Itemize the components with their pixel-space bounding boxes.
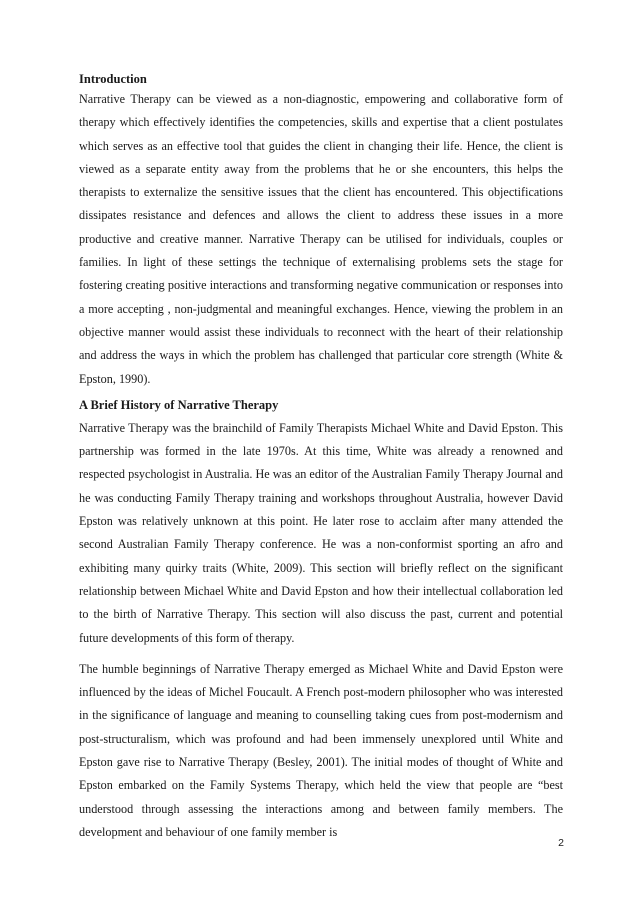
section-heading-introduction: Introduction (79, 72, 147, 86)
document-page (79, 70, 563, 844)
history-paragraph-1: Narrative Therapy was the brainchild of Family Therapists Michael White and David Epston. This partnership was formed in the late 1970s. At this time, White was already a renowned and respected psychologist in Australia. He was an editor of the Australian Family Therapy Journal and he was conducting Family Therapy training and workshops throughout Australia, however David Epston was relatively unknown at this point. He later rose to acclaim after many attended the second Australian Family Therapy conference. He was a non-conformist sporting an afro and exhibiting many quirky traits (White, 2009). This section will briefly reflect on the significant relationship between Michael White and David Epston and how their intellectual collaboration led to the birth of Narrative Therapy. This section will also discuss the past, current and potential future developments of this form of therapy. (79, 420, 563, 645)
section-heading-history: A Brief History of Narrative Therapy (79, 397, 279, 412)
introduction-paragraph: Narrative Therapy can be viewed as a non-diagnostic, empowering and collaborative form of therapy which effectively identifies the competencies, skills and expertise that a client postulates which serves as an effective tool that guides the client in changing their life. Hence, the client is viewed as a separate entity away from the problems that he or she encounters, this helps the therapists to externalize the sensitive issues that the client has encountered. This objectifications dissipates resistance and defences and allows the client to address these issues in a more productive and creative manner. Narrative Therapy can be utilised for individuals, couples or families. In light of these settings the technique of externalising problems sets the stage for fostering creating positive interactions and transforming negative communication or responses into a more accepting , non-judgmental and meaningful exchanges. Hence, viewing the problem in an objective manner would assist these individuals to reconnect with the heart of their relationship and address the ways in which the problem has challenged that particular core strength (White & Epston, 1990). (79, 92, 563, 386)
history-paragraph-2: The humble beginnings of Narrative Therapy emerged as Michael White and David Epston were influenced by the ideas of Michel Foucault. A French post-modern philosopher who was interested in the significance of language and meaning to counselling taking cues from post-modernism and post-structuralism, which was profound and had been immensely unexplored until White and Epston gave rise to Narrative Therapy (Besley, 2001). The initial modes of thought of White and Epston embarked on the Family Systems Therapy, which held the view that people are “best understood through assessing the interactions among and between family members. The development and behaviour of one family member is (79, 661, 563, 839)
page-number: 2 (558, 837, 564, 849)
